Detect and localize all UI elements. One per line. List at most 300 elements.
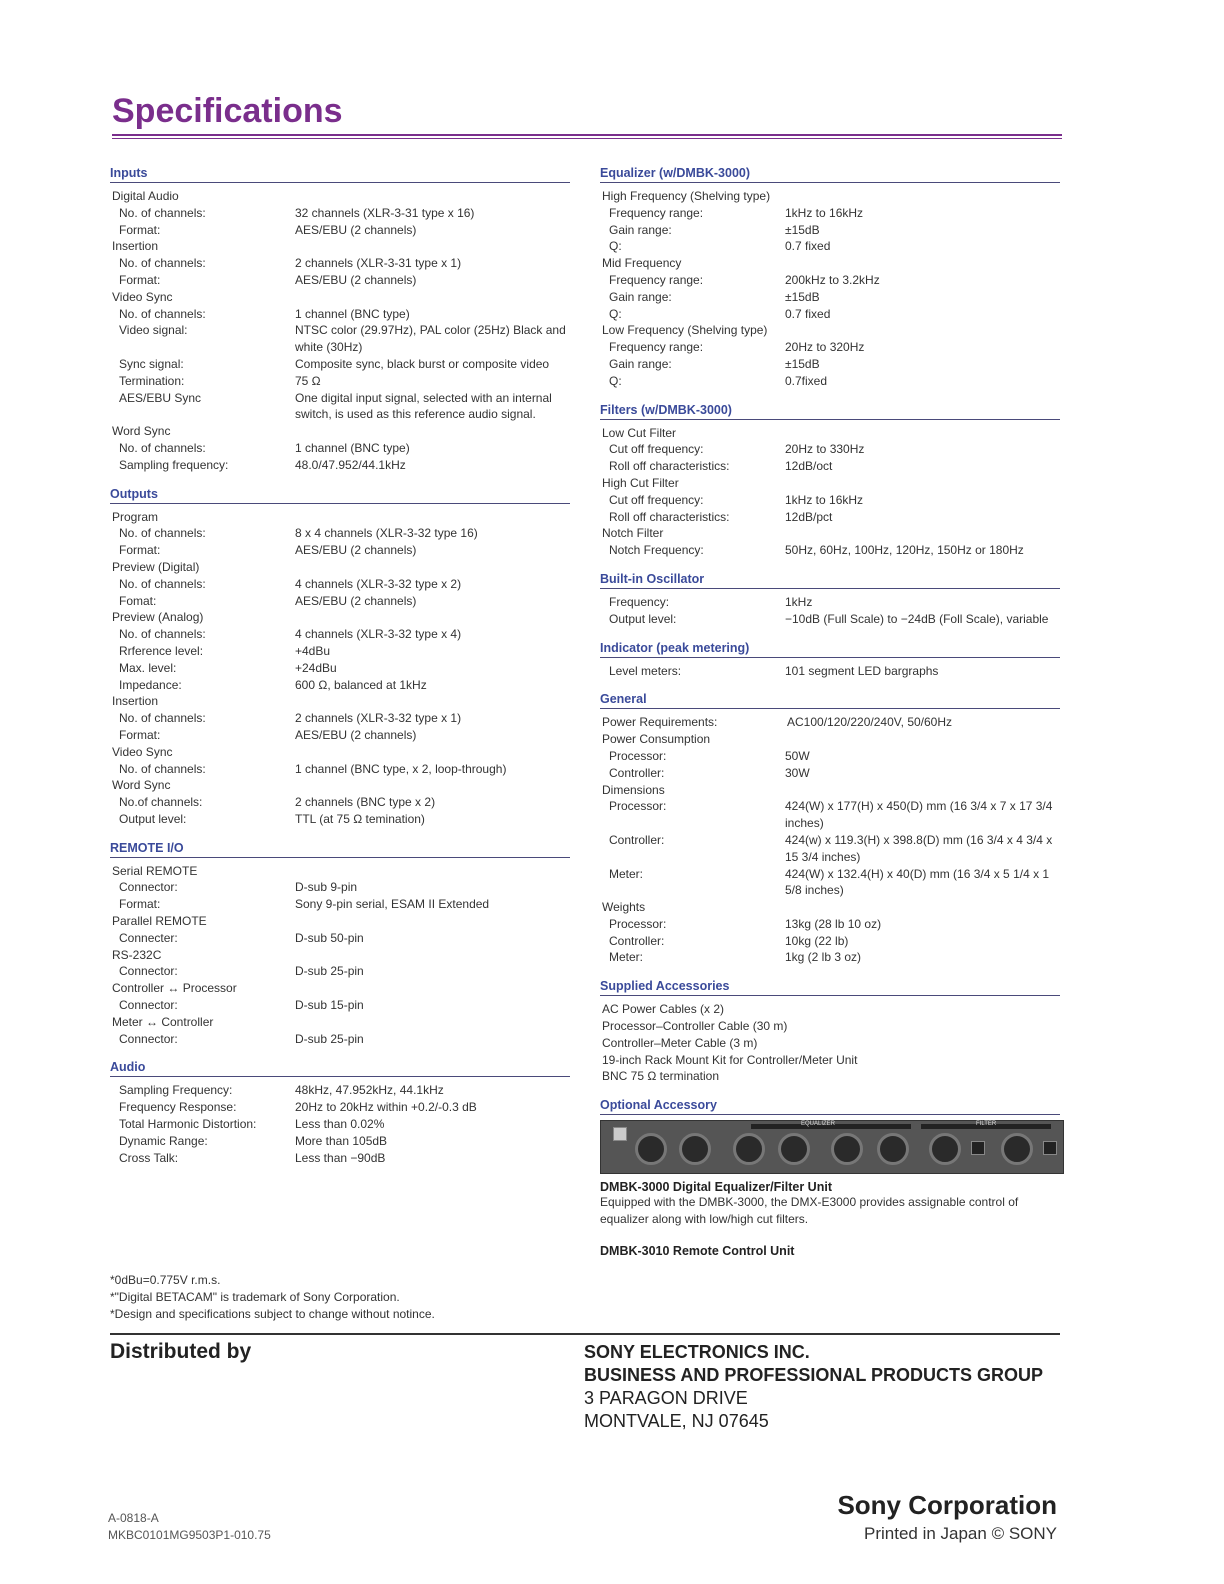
spec-label: RS-232C (112, 947, 162, 962)
spec-value: 1 channel (BNC type) (295, 306, 410, 321)
spec-value (757, 1035, 1060, 1052)
spec-label: Format: (119, 222, 161, 237)
spec-value: TTL (at 75 Ω temination) (295, 811, 425, 826)
panel-button (613, 1127, 627, 1141)
section-inputs (110, 166, 570, 474)
spec-label: Low Frequency (Shelving type) (602, 323, 768, 338)
spec-label: Q: (609, 239, 622, 254)
distributed-by: Distributed by (110, 1340, 252, 1363)
spec-row (600, 188, 1060, 205)
spec-label: Controller: (609, 832, 665, 847)
spec-label: Meter: (609, 950, 644, 965)
spec-row (110, 693, 570, 710)
spec-label: Controller: (609, 933, 665, 948)
spec-label: Format: (119, 272, 161, 287)
spec-value: 0.7 fixed (785, 306, 831, 321)
spec-row (110, 947, 570, 964)
spec-label: Connector: (119, 1031, 178, 1046)
spec-label: Word Sync (112, 778, 171, 793)
spec-row (110, 1082, 570, 1099)
spec-label: Output level: (119, 811, 187, 826)
spec-row (110, 777, 570, 794)
spec-label: Insertion (112, 239, 159, 254)
company-group: BUSINESS AND PROFESSIONAL PRODUCTS GROUP (584, 1365, 1044, 1385)
spec-label: Format: (119, 727, 161, 742)
company-city: MONTVALE, NJ 07645 (584, 1411, 769, 1431)
spec-label: AC Power Cables (x 2) (602, 1002, 725, 1017)
spec-row (600, 322, 1060, 339)
knob-icon (877, 1133, 909, 1165)
spec-row (600, 949, 1060, 966)
spec-label: Meter: (609, 866, 644, 881)
spec-label: Frequency Response: (119, 1100, 237, 1115)
spec-label: Processor: (609, 799, 667, 814)
spec-label: Rrference level: (119, 643, 204, 658)
spec-row (110, 306, 570, 323)
spec-label: No. of channels: (119, 205, 206, 220)
section-heading: Inputs (110, 166, 570, 183)
spec-label: Connecter: (119, 930, 178, 945)
spec-label: Notch Frequency: (609, 543, 704, 558)
spec-value: ±15dB (785, 356, 820, 371)
spec-row (600, 525, 1060, 542)
spec-row (110, 423, 570, 440)
spec-label: Gain range: (609, 289, 672, 304)
spec-label: Cut off frequency: (609, 492, 704, 507)
printed-in: Printed in Japan © SONY (863, 1524, 1057, 1543)
spec-row (600, 899, 1060, 916)
spec-row (110, 761, 570, 778)
knob-icon (929, 1133, 961, 1165)
spec-row (110, 1133, 570, 1150)
spec-row (600, 205, 1060, 222)
spec-value: Sony 9-pin serial, ESAM II Extended (295, 897, 490, 912)
spec-value: D-sub 9-pin (295, 880, 358, 895)
spec-value: 13kg (28 lb 10 oz) (785, 916, 882, 931)
spec-label: Controller–Meter Cable (3 m) (602, 1035, 758, 1050)
spec-row (110, 930, 570, 947)
spec-row (110, 322, 570, 356)
section-heading: Filters (w/DMBK-3000) (600, 403, 1060, 420)
spec-row (110, 643, 570, 660)
spec-label: Sampling frequency: (119, 457, 229, 472)
product-description: Equipped with the DMBK-3000, the DMX-E3000 provides assignable control of equalizer along with low/high cut filters. (600, 1195, 1019, 1227)
spec-value: AES/EBU (2 channels) (295, 727, 417, 742)
spec-label: No. of channels: (119, 711, 206, 726)
spec-row (600, 458, 1060, 475)
spec-value: One digital input signal, selected with an internal switch, is used as this reference audio signal. (295, 390, 552, 422)
spec-row (110, 509, 570, 526)
section-heading: Audio (110, 1060, 570, 1077)
spec-value: 20Hz to 330Hz (785, 442, 865, 457)
spec-row (600, 425, 1060, 442)
section-heading: Supplied Accessories (600, 979, 1060, 996)
spec-row (110, 205, 570, 222)
spec-label: Mid Frequency (602, 256, 682, 271)
spec-value (724, 1001, 1060, 1018)
spec-row (110, 373, 570, 390)
spec-label: No. of channels: (119, 627, 206, 642)
spec-row (600, 866, 1060, 900)
section-heading: REMOTE I/O (110, 841, 570, 858)
section-audio (110, 1060, 570, 1166)
spec-value: 424(w) x 119.3(H) x 398.8(D) mm (16 3/4 x 4 3/4 x 15 3/4 inches) (785, 832, 1053, 864)
knob-icon (679, 1133, 711, 1165)
spec-row (600, 731, 1060, 748)
company-name: SONY ELECTRONICS INC. (584, 1342, 810, 1362)
knob-icon (831, 1133, 863, 1165)
spec-value (199, 559, 570, 576)
spec-label: No. of channels: (119, 256, 206, 271)
spec-label: Processor–Controller Cable (30 m) (602, 1019, 788, 1034)
spec-row (110, 1099, 570, 1116)
spec-value: 1kHz to 16kHz (785, 492, 864, 507)
spec-label: Total Harmonic Distortion: (119, 1117, 257, 1132)
spec-value (663, 525, 1060, 542)
section-general (600, 692, 1060, 966)
spec-value (719, 1068, 1060, 1085)
spec-label: Video signal: (119, 323, 188, 338)
knob-icon (733, 1133, 765, 1165)
spec-row (110, 710, 570, 727)
spec-value: Composite sync, black burst or composite video (295, 356, 550, 371)
spec-row (600, 222, 1060, 239)
spec-value: AES/EBU (2 channels) (295, 272, 417, 287)
section-supplied-accessories (600, 979, 1060, 1085)
section-heading: Equalizer (w/DMBK-3000) (600, 166, 1060, 183)
spec-value: AES/EBU (2 channels) (295, 543, 417, 558)
spec-label: No. of channels: (119, 306, 206, 321)
spec-value: D-sub 25-pin (295, 964, 364, 979)
spec-row (600, 916, 1060, 933)
spec-row (600, 356, 1060, 373)
spec-row (110, 609, 570, 626)
spec-label: Serial REMOTE (112, 863, 198, 878)
spec-label: Controller ↔ Processor (112, 981, 237, 996)
spec-value: 32 channels (XLR-3-31 type x 16) (295, 205, 475, 220)
spec-value: 20Hz to 320Hz (785, 340, 865, 355)
spec-row (110, 863, 570, 880)
spec-row (600, 272, 1060, 289)
spec-row (110, 559, 570, 576)
spec-row (110, 289, 570, 306)
spec-row (600, 475, 1060, 492)
spec-value: 12dB/oct (785, 459, 833, 474)
section-filters-w-dmbk-3000 (600, 403, 1060, 559)
spec-row (110, 794, 570, 811)
spec-row (110, 896, 570, 913)
spec-label: Roll off characteristics: (609, 459, 730, 474)
spec-label: Video Sync (112, 744, 173, 759)
knob-icon (635, 1133, 667, 1165)
panel-label-filter: FILTER (976, 1121, 997, 1128)
spec-row (110, 1116, 570, 1133)
spec-value: 30W (785, 765, 810, 780)
spec-row (600, 782, 1060, 799)
spec-label: AES/EBU Sync (119, 390, 202, 405)
spec-value: +24dBu (295, 660, 337, 675)
spec-label: Digital Audio (112, 189, 179, 203)
spec-value (857, 1052, 1060, 1069)
spec-label: Sampling Frequency: (119, 1083, 233, 1098)
spec-label: Output level: (609, 611, 677, 626)
spec-row (600, 1068, 1060, 1085)
spec-value: More than 105dB (295, 1133, 388, 1148)
spec-label: Frequency range: (609, 205, 704, 220)
spec-label: Cross Talk: (119, 1150, 179, 1165)
spec-value (203, 609, 570, 626)
spec-row (600, 798, 1060, 832)
spec-row (110, 660, 570, 677)
footnote: *0dBu=0.775V r.m.s. (110, 1273, 221, 1287)
spec-value: 20Hz to 20kHz within +0.2/-0.3 dB (295, 1100, 477, 1115)
spec-row (110, 390, 570, 424)
section-heading: General (600, 692, 1060, 709)
spec-label: Format: (119, 897, 161, 912)
section-remote-i-o (110, 841, 570, 1048)
spec-row (110, 811, 570, 828)
spec-label: Q: (609, 306, 622, 321)
spec-label: Power Consumption (602, 732, 711, 747)
spec-row (110, 963, 570, 980)
panel-button (1043, 1141, 1057, 1155)
spec-value (197, 863, 570, 880)
spec-value: 1kHz (785, 594, 813, 609)
spec-label: Preview (Analog) (112, 610, 204, 625)
document-codes (108, 1510, 271, 1544)
doc-code: MKBC0101MG9503P1-010.75 (108, 1528, 271, 1542)
section-outputs (110, 487, 570, 828)
spec-value: 12dB/pct (785, 509, 833, 524)
spec-row (600, 748, 1060, 765)
spec-row (110, 356, 570, 373)
spec-label: Impedance: (119, 677, 182, 692)
spec-row (110, 542, 570, 559)
spec-label: No. of channels: (119, 440, 206, 455)
spec-value: 424(W) x 132.4(H) x 40(D) mm (16 3/4 x 5 1/4 x 1 5/8 inches) (785, 866, 1050, 898)
section-indicator-peak-metering (600, 641, 1060, 680)
spec-value: 2 channels (XLR-3-31 type x 1) (295, 256, 462, 271)
spec-value: 1 channel (BNC type, x 2, loop-through) (295, 761, 507, 776)
spec-row (110, 238, 570, 255)
spec-label: Frequency: (609, 594, 670, 609)
spec-value (213, 1014, 570, 1031)
section-equalizer-w-dmbk-3000 (600, 166, 1060, 390)
spec-label: Format: (119, 543, 161, 558)
spec-value: 4 channels (XLR-3-32 type x 2) (295, 576, 462, 591)
spec-label: Weights (602, 900, 646, 915)
spec-value: AES/EBU (2 channels) (295, 222, 417, 237)
spec-value: +4dBu (295, 643, 331, 658)
equalizer-filter-panel-image (600, 1120, 1064, 1174)
spec-value (676, 425, 1060, 442)
doc-code: A-0818-A (108, 1511, 159, 1525)
spec-label: Processor: (609, 916, 667, 931)
spec-label: Word Sync (112, 424, 171, 439)
spec-value (237, 980, 570, 997)
spec-value: 1kHz to 16kHz (785, 205, 864, 220)
spec-row (600, 289, 1060, 306)
spec-label: High Cut Filter (602, 475, 679, 490)
spec-row (600, 441, 1060, 458)
spec-value (681, 255, 1060, 272)
spec-row (600, 765, 1060, 782)
spec-label: Termination: (119, 373, 185, 388)
spec-label: No. of channels: (119, 761, 206, 776)
spec-label: Fomat: (119, 593, 157, 608)
product-title: DMBK-3000 Digital Equalizer/Filter Unit (600, 1180, 832, 1195)
spec-label: Meter ↔ Controller (112, 1014, 214, 1029)
title-rule (112, 134, 1062, 139)
company-street: 3 PARAGON DRIVE (584, 1388, 748, 1408)
spec-row (110, 255, 570, 272)
section-heading: Optional Accessory (600, 1098, 1060, 1115)
spec-value: 50Hz, 60Hz, 100Hz, 120Hz, 150Hz or 180Hz (785, 543, 1024, 558)
spec-value (710, 731, 1060, 748)
spec-label: Connector: (119, 964, 178, 979)
spec-label: Power Requirements: (602, 715, 718, 730)
section-built-in-oscillator (600, 572, 1060, 628)
spec-label: Roll off characteristics: (609, 509, 730, 524)
spec-value: D-sub 15-pin (295, 998, 364, 1013)
spec-value: −10dB (Full Scale) to −24dB (Foll Scale), variable (785, 611, 1049, 626)
spec-label: Low Cut Filter (602, 425, 677, 440)
spec-value (161, 947, 570, 964)
spec-row (600, 594, 1060, 611)
spec-value: NTSC color (29.97Hz), PAL color (25Hz) Black and white (30Hz) (295, 323, 566, 355)
spec-row (600, 832, 1060, 866)
sony-corporation: Sony Corporation (837, 1490, 1057, 1520)
spec-row (110, 222, 570, 239)
spec-row (110, 727, 570, 744)
spec-value (679, 475, 1060, 492)
spec-value: 48kHz, 47.952kHz, 44.1kHz (295, 1083, 444, 1098)
spec-label: No.of channels: (119, 795, 203, 810)
spec-value (787, 1018, 1060, 1035)
spec-value: 75 Ω (295, 373, 321, 388)
spec-label: No. of channels: (119, 576, 206, 591)
product-title: DMBK-3010 Remote Control Unit (600, 1244, 795, 1259)
page-title: Specifications (112, 92, 343, 130)
spec-label: 19-inch Rack Mount Kit for Controller/Meter Unit (602, 1052, 858, 1067)
spec-row (110, 593, 570, 610)
spec-label: Connector: (119, 880, 178, 895)
spec-value: AES/EBU (2 channels) (295, 593, 417, 608)
spec-row (600, 611, 1060, 628)
panel-label-eq: EQUALIZER (801, 1121, 836, 1128)
spec-row (600, 1018, 1060, 1035)
spec-row (110, 525, 570, 542)
spec-value: 0.7fixed (785, 373, 828, 388)
spec-row (600, 1035, 1060, 1052)
spec-row (110, 272, 570, 289)
spec-label: Controller: (609, 765, 665, 780)
spec-row (600, 509, 1060, 526)
spec-label: Preview (Digital) (112, 559, 200, 574)
spec-value: 10kg (22 lb) (785, 933, 849, 948)
spec-value (158, 238, 570, 255)
spec-row (110, 997, 570, 1014)
spec-label: BNC 75 Ω termination (602, 1069, 720, 1084)
spec-row (110, 879, 570, 896)
left-column (110, 166, 570, 1179)
spec-row (600, 306, 1060, 323)
spec-value: 1kg (2 lb 3 oz) (785, 950, 862, 965)
spec-row (600, 542, 1060, 559)
spec-label: Insertion (112, 694, 159, 709)
spec-label: Dimensions (602, 782, 665, 797)
spec-value (170, 777, 570, 794)
spec-row (110, 980, 570, 997)
spec-label: Video Sync (112, 289, 173, 304)
spec-value (645, 899, 1060, 916)
spec-value: D-sub 50-pin (295, 930, 364, 945)
spec-label: Sync signal: (119, 356, 184, 371)
spec-value: Less than −90dB (295, 1150, 386, 1165)
spec-value: 50W (785, 748, 810, 763)
spec-label: Cut off frequency: (609, 442, 704, 457)
spec-value: AC100/120/220/240V, 50/60Hz (787, 715, 953, 730)
spec-value: Less than 0.02% (295, 1117, 385, 1132)
spec-label: Frequency range: (609, 340, 704, 355)
spec-value (179, 188, 570, 205)
spec-label: Gain range: (609, 222, 672, 237)
spec-value: 200kHz to 3.2kHz (785, 272, 880, 287)
spec-row (110, 457, 570, 474)
spec-label: Frequency range: (609, 272, 704, 287)
spec-label: Notch Filter (602, 526, 664, 541)
spec-row (110, 188, 570, 205)
spec-label: Gain range: (609, 356, 672, 371)
spec-row (110, 626, 570, 643)
panel-button (971, 1141, 985, 1155)
spec-label: No. of channels: (119, 526, 206, 541)
spec-value: ±15dB (785, 289, 820, 304)
spec-value: 48.0/47.952/44.1kHz (295, 457, 406, 472)
footnote: *"Digital BETACAM" is trademark of Sony Corporation. (110, 1290, 400, 1304)
spec-value: 1 channel (BNC type) (295, 440, 410, 455)
spec-value: 2 channels (XLR-3-32 type x 1) (295, 711, 462, 726)
spec-value: 8 x 4 channels (XLR-3-32 type 16) (295, 526, 478, 541)
spec-row (110, 1150, 570, 1167)
spec-value (158, 693, 570, 710)
spec-label: Max. level: (119, 660, 177, 675)
section-heading: Outputs (110, 487, 570, 504)
spec-row (600, 339, 1060, 356)
spec-row (600, 1001, 1060, 1018)
spec-row (600, 492, 1060, 509)
spec-row (110, 1031, 570, 1048)
spec-row (600, 714, 1060, 731)
section-heading: Built-in Oscillator (600, 572, 1060, 589)
spec-label: Level meters: (609, 663, 682, 678)
company-address (584, 1341, 1043, 1433)
section-heading: Indicator (peak metering) (600, 641, 1060, 658)
spec-label: Connector: (119, 998, 178, 1013)
spec-value (767, 322, 1060, 339)
spec-value: 4 channels (XLR-3-32 type x 4) (295, 627, 462, 642)
spec-value: 2 channels (BNC type x 2) (295, 795, 436, 810)
section-optional-accessory (600, 1098, 1060, 1258)
spec-row (110, 1014, 570, 1031)
spec-row (110, 576, 570, 593)
spec-value (207, 913, 570, 930)
spec-row (600, 663, 1060, 680)
spec-value: 101 segment LED bargraphs (785, 663, 939, 678)
spec-label: Parallel REMOTE (112, 914, 207, 929)
spec-row (600, 1052, 1060, 1069)
spec-value (770, 188, 1060, 205)
